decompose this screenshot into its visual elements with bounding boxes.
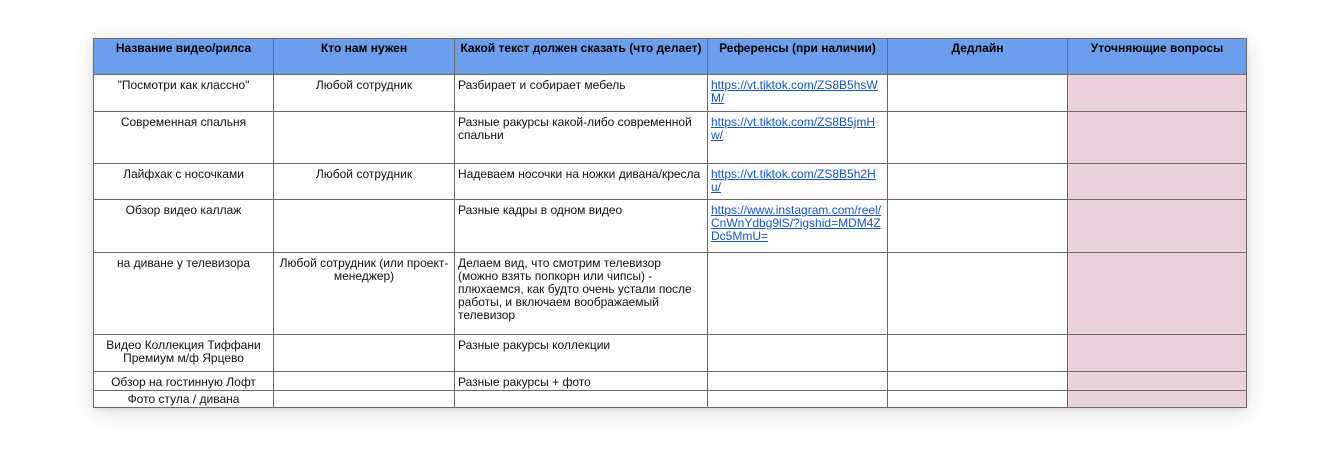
reference-link[interactable]: https://vt.tiktok.com/ZS8B5jmHw/: [711, 115, 876, 142]
reference-link[interactable]: https://www.instagram.com/reel/CnWnYdbg9lS/?igshid=MDM4ZDc5MmU=: [711, 203, 882, 243]
table-row: [94, 75, 1247, 112]
header-text[interactable]: Какой текст должен сказать (что делает): [455, 39, 708, 75]
cell-questions[interactable]: [1068, 75, 1247, 112]
cell-text[interactable]: Разные ракурсы какой-либо современной спальни: [455, 112, 708, 164]
cell-title[interactable]: Обзор на гостинную Лофт: [94, 372, 274, 391]
cell-questions[interactable]: [1068, 200, 1247, 253]
cell-text[interactable]: Разные ракурсы коллекции: [455, 335, 708, 372]
cell-reference[interactable]: [708, 372, 888, 391]
header-deadline[interactable]: Дедлайн: [888, 39, 1068, 75]
cell-who[interactable]: [274, 372, 455, 391]
cell-questions[interactable]: [1068, 253, 1247, 335]
cell-text[interactable]: [455, 391, 708, 408]
cell-who[interactable]: [274, 391, 455, 408]
cell-who[interactable]: Любой сотрудник: [274, 164, 455, 200]
cell-reference[interactable]: [708, 391, 888, 408]
cell-who[interactable]: Любой сотрудник (или проект-менеджер): [274, 253, 455, 335]
cell-title[interactable]: Обзор видео каллаж: [94, 200, 274, 253]
cell-deadline[interactable]: [888, 253, 1068, 335]
cell-who[interactable]: Любой сотрудник: [274, 75, 455, 112]
cell-questions[interactable]: [1068, 372, 1247, 391]
cell-title[interactable]: "Посмотри как классно": [94, 75, 274, 112]
cell-title[interactable]: Лайфхак с носочками: [94, 164, 274, 200]
table-row: [94, 253, 1247, 335]
cell-reference[interactable]: [708, 200, 888, 253]
cell-who[interactable]: [274, 112, 455, 164]
header-title[interactable]: Название видео/рилса: [94, 39, 274, 75]
cell-who[interactable]: [274, 200, 455, 253]
table-row: [94, 391, 1247, 408]
cell-reference[interactable]: [708, 112, 888, 164]
spreadsheet: [93, 38, 1247, 408]
reference-link[interactable]: https://vt.tiktok.com/ZS8B5h2Hu/: [711, 167, 876, 194]
table-row: [94, 112, 1247, 164]
cell-questions[interactable]: [1068, 391, 1247, 408]
cell-deadline[interactable]: [888, 372, 1068, 391]
cell-deadline[interactable]: [888, 75, 1068, 112]
cell-deadline[interactable]: [888, 200, 1068, 253]
cell-deadline[interactable]: [888, 112, 1068, 164]
cell-deadline[interactable]: [888, 391, 1068, 408]
cell-text[interactable]: Разные кадры в одном видео: [455, 200, 708, 253]
header-row: [94, 39, 1247, 75]
table-row: [94, 200, 1247, 253]
cell-text[interactable]: Надеваем носочки на ножки дивана/кресла: [455, 164, 708, 200]
cell-reference[interactable]: [708, 164, 888, 200]
cell-text[interactable]: Разбирает и собирает мебель: [455, 75, 708, 112]
cell-title[interactable]: на диване у телевизора: [94, 253, 274, 335]
cell-questions[interactable]: [1068, 112, 1247, 164]
reference-link[interactable]: https://vt.tiktok.com/ZS8B5hsWM/: [711, 78, 878, 105]
cell-deadline[interactable]: [888, 335, 1068, 372]
cell-title[interactable]: Современная спальня: [94, 112, 274, 164]
cell-deadline[interactable]: [888, 164, 1068, 200]
header-questions[interactable]: Уточняющие вопросы: [1068, 39, 1247, 75]
cell-reference[interactable]: [708, 75, 888, 112]
cell-title[interactable]: Фото стула / дивана: [94, 391, 274, 408]
table-row: [94, 164, 1247, 200]
table-row: [94, 372, 1247, 391]
header-references[interactable]: Референсы (при наличии): [708, 39, 888, 75]
cell-questions[interactable]: [1068, 335, 1247, 372]
cell-questions[interactable]: [1068, 164, 1247, 200]
cell-who[interactable]: [274, 335, 455, 372]
cell-reference[interactable]: [708, 335, 888, 372]
table-row: [94, 335, 1247, 372]
cell-text[interactable]: Разные ракурсы + фото: [455, 372, 708, 391]
content-plan-table: [93, 38, 1247, 408]
cell-title[interactable]: Видео Коллекция Тиффани Премиум м/ф Ярцево: [94, 335, 274, 372]
cell-text[interactable]: Делаем вид, что смотрим телевизор (можно взять попкорн или чипсы) - плюхаемся, как будто очень устали после работы, и включаем воображаемый телевизор: [455, 253, 708, 335]
cell-reference[interactable]: [708, 253, 888, 335]
header-who[interactable]: Кто нам нужен: [274, 39, 455, 75]
